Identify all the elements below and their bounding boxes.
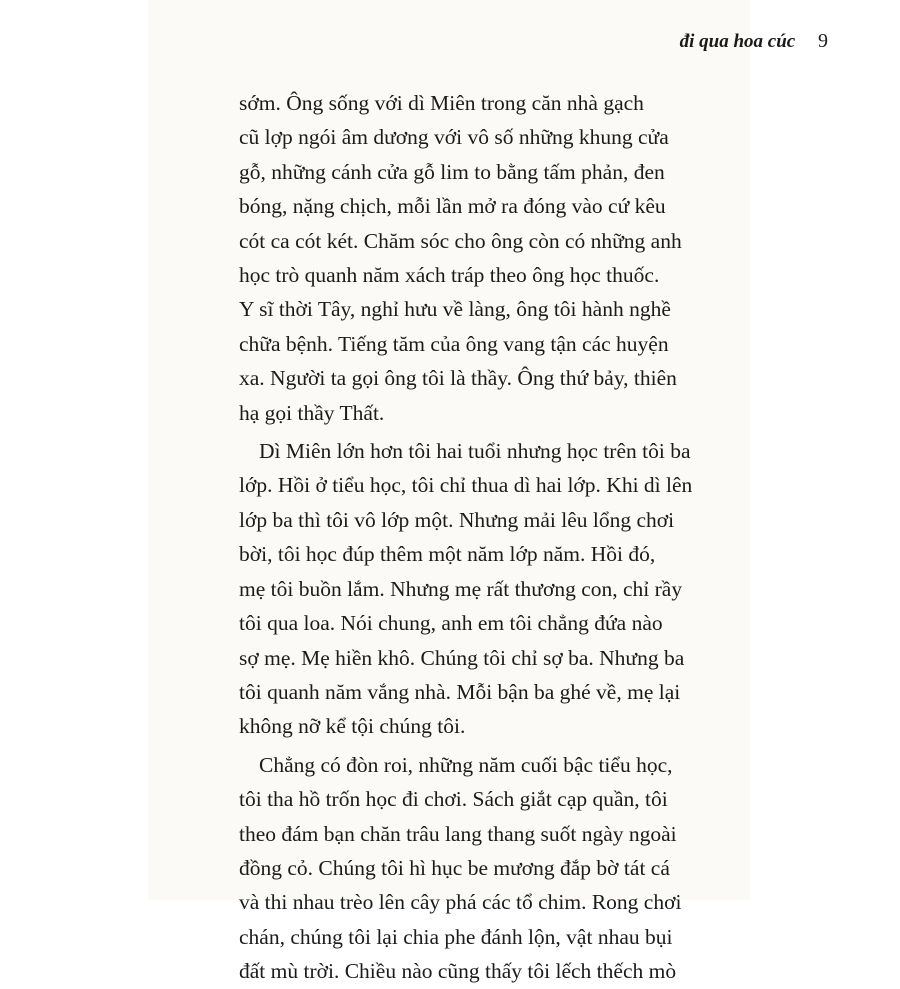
text-line: Dì Miên lớn hơn tôi hai tuổi nhưng học trên tôi ba — [259, 439, 691, 464]
text-line: hạ gọi thầy Thất. — [239, 400, 385, 425]
text-line: gỗ, những cánh cửa gỗ lim to bằng tấm phản, đen — [239, 159, 665, 184]
page-number: 9 — [818, 30, 828, 52]
text-line: lớp. Hồi ở tiểu học, tôi chỉ thua dì hai lớp. Khi dì lên — [239, 473, 693, 498]
text-line: đồng cỏ. Chúng tôi hì hục be mương đắp bờ tát cá — [239, 855, 670, 880]
text-line: cũ lợp ngói âm dương với vô số những khung cửa — [239, 125, 669, 150]
paragraph-2 — [239, 434, 693, 744]
running-title: đi qua hoa cúc — [679, 31, 796, 52]
text-line: cót ca cót két. Chăm sóc cho ông còn có những anh — [239, 228, 682, 253]
text-line: sớm. Ông sống với dì Miên trong căn nhà gạch — [239, 91, 644, 115]
text-line: và thi nhau trèo lên cây phá các tổ chim. Rong chơi — [239, 890, 682, 915]
text-line: xa. Người ta gọi ông tôi là thầy. Ông thứ bảy, thiên — [239, 366, 677, 391]
paragraph-3 — [239, 748, 681, 989]
text-line: sợ mẹ. Mẹ hiền khô. Chúng tôi chỉ sợ ba. Nhưng ba — [239, 645, 685, 670]
text-line: tôi qua loa. Nói chung, anh em tôi chẳng đứa nào — [239, 611, 663, 636]
text-line: bời, tôi học đúp thêm một năm lớp năm. Hồi đó, — [239, 542, 656, 567]
text-line: chữa bệnh. Tiếng tăm của ông vang tận các huyện — [239, 331, 669, 356]
paragraph-1 — [239, 86, 681, 430]
page-header — [680, 30, 828, 53]
text-line: chán, chúng tôi lại chia phe đánh lộn, vật nhau bụi — [239, 924, 673, 949]
text-line: đất mù trời. Chiều nào cũng thấy tôi lếch thếch mò — [239, 959, 677, 984]
text-line: tôi tha hồ trốn học đi chơi. Sách giắt cạp quần, tôi — [239, 787, 668, 812]
text-line: lớp ba thì tôi vô lớp một. Nhưng mải lêu lổng chơi — [239, 507, 675, 532]
text-line: tôi quanh năm vắng nhà. Mỗi bận ba ghé về, mẹ lại — [239, 679, 681, 704]
text-line: không nỡ kể tội chúng tôi. — [239, 714, 466, 739]
text-line: bóng, nặng chịch, mỗi lần mở ra đóng vào cứ kêu — [239, 194, 666, 219]
text-line: theo đám bạn chăn trâu lang thang suốt ngày ngoài — [239, 821, 677, 846]
text-line: Chẳng có đòn roi, những năm cuối bậc tiểu học, — [259, 752, 673, 777]
text-line: học trò quanh năm xách tráp theo ông học thuốc. — [239, 263, 660, 288]
text-line: Y sĩ thời Tây, nghỉ hưu về làng, ông tôi hành nghề — [239, 297, 671, 322]
text-line: mẹ tôi buồn lắm. Nhưng mẹ rất thương con, chỉ rầy — [239, 576, 683, 601]
body-text — [239, 86, 693, 989]
